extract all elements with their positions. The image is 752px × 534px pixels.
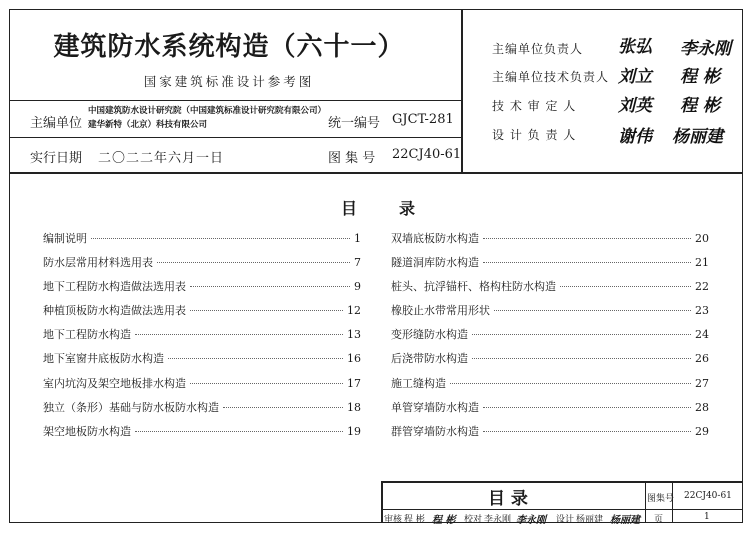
atlas-title: 建筑防水系统构造（六十一） bbox=[53, 32, 405, 62]
signature-printed: 李永刚 bbox=[680, 39, 731, 59]
toc-entry-page: 19 bbox=[347, 425, 361, 438]
toc-entry-title: 隧道洞库防水构造 bbox=[391, 256, 479, 269]
toc-entry-title: 变形缝防水构造 bbox=[391, 328, 468, 341]
signature-printed: 杨丽建 bbox=[610, 515, 640, 526]
date-label: 实行日期 bbox=[30, 151, 83, 166]
toc-leader bbox=[190, 286, 350, 287]
toc-entry-page: 23 bbox=[695, 304, 709, 317]
toc-entry[interactable] bbox=[391, 326, 709, 344]
toc-leader bbox=[483, 238, 691, 239]
title-block-atlas-no: 22CJ40-61 bbox=[684, 491, 732, 501]
title-block-mid-rule bbox=[381, 509, 743, 510]
title-block-top-rule bbox=[381, 481, 743, 483]
toc-entry-title: 橡胶止水带常用形状 bbox=[391, 304, 490, 317]
toc-entry-title: 室内坑沟及架空地板排水构造 bbox=[43, 377, 186, 390]
check-label: 校对 bbox=[464, 515, 483, 525]
toc-entry-page: 27 bbox=[695, 377, 709, 390]
header-rule-2 bbox=[9, 137, 462, 138]
toc-entry-page: 18 bbox=[347, 401, 361, 414]
signature-handwritten: 谢伟 bbox=[618, 127, 652, 147]
toc-leader bbox=[190, 310, 343, 311]
toc-leader bbox=[472, 334, 691, 335]
toc-entry[interactable] bbox=[43, 278, 361, 296]
page-label: 页 bbox=[654, 515, 664, 525]
page-number: 1 bbox=[704, 512, 710, 522]
header-rule-1 bbox=[9, 100, 462, 101]
toc-leader bbox=[560, 286, 691, 287]
unified-no-label: 统一编号 bbox=[328, 116, 381, 131]
toc-entry-title: 桩头、抗浮锚杆、格构柱防水构造 bbox=[391, 280, 556, 293]
toc-entry-title: 种植顶板防水构造做法选用表 bbox=[43, 304, 186, 317]
header-bottom-rule bbox=[9, 172, 743, 174]
title-block-left-rule bbox=[381, 481, 383, 523]
toc-entry-title: 群管穿墙防水构造 bbox=[391, 425, 479, 438]
toc-leader bbox=[494, 310, 691, 311]
toc-leader bbox=[472, 358, 691, 359]
signature-printed: 程 彬 bbox=[680, 96, 720, 116]
signature-handwritten: 刘英 bbox=[618, 96, 652, 116]
toc-entry-page: 28 bbox=[695, 401, 709, 414]
toc-entry-page: 29 bbox=[695, 425, 709, 438]
atlas-no-label: 图 集 号 bbox=[328, 151, 376, 166]
toc-entry-page: 13 bbox=[347, 328, 361, 341]
toc-entry-page: 12 bbox=[347, 304, 361, 317]
toc-entry[interactable] bbox=[43, 230, 361, 248]
toc-entry[interactable] bbox=[43, 254, 361, 272]
toc-leader bbox=[135, 431, 343, 432]
toc-entry[interactable] bbox=[391, 254, 709, 272]
signature-printed: 程 彬 bbox=[680, 67, 720, 87]
resp-label-tech-lead: 主编单位技术负责人 bbox=[492, 70, 610, 84]
toc-entry[interactable] bbox=[43, 302, 361, 320]
toc-entry-title: 后浇带防水构造 bbox=[391, 352, 468, 365]
toc-entry[interactable] bbox=[391, 399, 709, 417]
date-value: 二〇二二年六月一日 bbox=[98, 151, 225, 166]
signature-handwritten: 张弘 bbox=[618, 37, 652, 57]
title-block-divider bbox=[645, 481, 646, 523]
toc-entry-title: 架空地板防水构造 bbox=[43, 425, 131, 438]
toc-leader bbox=[483, 262, 691, 263]
review-label: 审核 bbox=[384, 515, 403, 525]
toc-entry-title: 地下室窗井底板防水构造 bbox=[43, 352, 164, 365]
atlas-no: 22CJ40-61 bbox=[392, 147, 462, 162]
toc-entry-title: 施工缝构造 bbox=[391, 377, 446, 390]
toc-entry-title: 双墙底板防水构造 bbox=[391, 232, 479, 245]
toc-entry-page: 21 bbox=[695, 256, 709, 269]
toc-entry-page: 1 bbox=[354, 232, 361, 245]
header-divider bbox=[461, 9, 463, 173]
org-line-2: 建华新特（北京）科技有限公司 bbox=[88, 120, 208, 130]
toc-entry-page: 24 bbox=[695, 328, 709, 341]
toc-entry[interactable] bbox=[43, 399, 361, 417]
signature-printed: 程 彬 bbox=[432, 515, 456, 526]
toc-leader bbox=[450, 383, 691, 384]
toc-entry[interactable] bbox=[391, 230, 709, 248]
toc-entry[interactable] bbox=[43, 350, 361, 368]
toc-entry-page: 20 bbox=[695, 232, 709, 245]
toc-leader bbox=[483, 407, 691, 408]
review-name: 程 彬 bbox=[404, 515, 425, 525]
toc-entry-page: 9 bbox=[354, 280, 361, 293]
toc-entry-title: 地下工程防水构造做法选用表 bbox=[43, 280, 186, 293]
atlas-subtitle: 国家建筑标准设计参考图 bbox=[143, 74, 315, 89]
toc-heading-left: 目 bbox=[341, 199, 358, 218]
title-block-atlas-label: 图集号 bbox=[647, 494, 675, 504]
design-label: 设计 bbox=[556, 515, 575, 525]
toc-entry-page: 17 bbox=[347, 377, 361, 390]
signature-printed: 李永刚 bbox=[516, 515, 546, 526]
signature-handwritten: 刘立 bbox=[618, 67, 652, 87]
resp-label-chief-unit: 主编单位负责人 bbox=[492, 42, 584, 56]
toc-entry[interactable] bbox=[43, 375, 361, 393]
toc-leader bbox=[168, 358, 343, 359]
toc-heading-right: 录 bbox=[399, 199, 416, 218]
toc-entry-page: 7 bbox=[354, 256, 361, 269]
org-line-1: 中国建筑防水设计研究院（中国建筑标准设计研究院有限公司） bbox=[88, 106, 327, 116]
toc-leader bbox=[223, 407, 343, 408]
toc-leader bbox=[91, 238, 350, 239]
toc-leader bbox=[157, 262, 350, 263]
toc-entry[interactable] bbox=[391, 302, 709, 320]
toc-entry-page: 26 bbox=[695, 352, 709, 365]
check-name: 李永刚 bbox=[484, 515, 512, 525]
toc-entry[interactable] bbox=[391, 375, 709, 393]
unified-no: GJCT-281 bbox=[392, 112, 454, 127]
resp-label-reviewer: 技 术 审 定 人 bbox=[492, 99, 577, 113]
toc-entry-page: 16 bbox=[347, 352, 361, 365]
toc-entry-title: 独立（条形）基础与防水板防水构造 bbox=[43, 401, 219, 414]
org-label: 主编单位 bbox=[30, 116, 83, 131]
toc-entry[interactable] bbox=[391, 350, 709, 368]
toc-entry-page: 22 bbox=[695, 280, 709, 293]
toc-entry[interactable] bbox=[391, 423, 709, 441]
toc-leader bbox=[135, 334, 343, 335]
toc-entry-title: 单管穿墙防水构造 bbox=[391, 401, 479, 414]
toc-entry-title: 编制说明 bbox=[43, 232, 87, 245]
signature-printed: 杨丽建 bbox=[672, 127, 723, 147]
design-name: 杨丽建 bbox=[576, 515, 604, 525]
toc-entry-title: 防水层常用材料选用表 bbox=[43, 256, 153, 269]
toc-entry[interactable] bbox=[43, 326, 361, 344]
toc-entry-title: 地下工程防水构造 bbox=[43, 328, 131, 341]
toc-leader bbox=[190, 383, 343, 384]
toc-leader bbox=[483, 431, 691, 432]
title-block-title: 目 录 bbox=[488, 489, 528, 509]
resp-label-design-lead: 设 计 负 责 人 bbox=[492, 128, 577, 142]
toc-entry[interactable] bbox=[391, 278, 709, 296]
toc-entry[interactable] bbox=[43, 423, 361, 441]
